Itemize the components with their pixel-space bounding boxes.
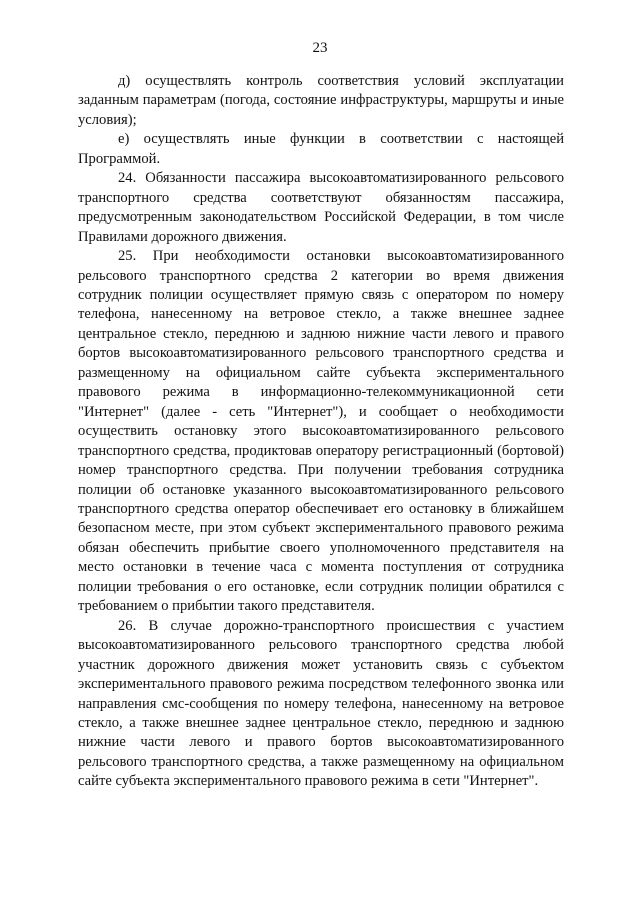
paragraph-26: 26. В случае дорожно-транспортного происшествия с участием высокоавтоматизированного рельсового транспортного средства любой участник дорожного движения может установить связь с субъектом экспериментального правового режима посредством телефонного звонка или направления смс-сообщения по номеру телефона, нанесенному на ветровое стекло, а также внешнее заднее центральное стекло, переднюю и заднюю нижние части левого и правого бортов высокоавтоматизированного рельсового транспортного средства, а также размещенному на официальном сайте субъекта экспериментального правового режима в сети "Интернет". [78,617,564,790]
paragraph-24: 24. Обязанности пассажира высокоавтоматизированного рельсового транспортного средства соответствуют обязанностям пассажира, предусмотренным законодательством Российской Федерации, в том числе Правилами дорожного движения. [78,170,564,245]
page-number: 23 [312,40,328,56]
paragraph-25: 25. При необходимости остановки высокоавтоматизированного рельсового транспортного средства 2 категории во время движения сотрудник полиции осуществляет прямую связь с оператором по номеру телефона, нанесенному на ветровое стекло, а также внешнее заднее центральное стекло, переднюю и заднюю нижние части левого и правого бортов высокоавтоматизированного рельсового транспортного средства и размещенному на официальном сайте субъекта экспериментального правового режима в информационно-телекоммуникационной сети "Интернет" (далее - сеть "Интернет"), и сообщает о необходимости осуществить остановку этого высокоавтоматизированного рельсового транспортного средства, продиктовав оператору регистрационный (бортовой) номер транспортного средства. При получении требования сотрудника полиции об остановке указанного высокоавтоматизированного рельсового транспортного средства оператор обеспечивает его остановку в ближайшем безопасном месте, при этом субъект экспериментального правового режима обязан обеспечить прибытие своего уполномоченного представителя на место остановки в течение часа с момента поступления от сотрудника полиции требования о его остановке, если сотрудник полиции обратился с требованием о прибытии такого представителя. [78,248,564,615]
paragraph-d: д) осуществлять контроль соответствия условий эксплуатации заданным параметрам (погода, состояние инфраструктуры, маршруты и иные условия); [78,73,564,128]
paragraph-e: е) осуществлять иные функции в соответствии с настоящей Программой. [78,131,564,167]
document-body [78,72,564,792]
